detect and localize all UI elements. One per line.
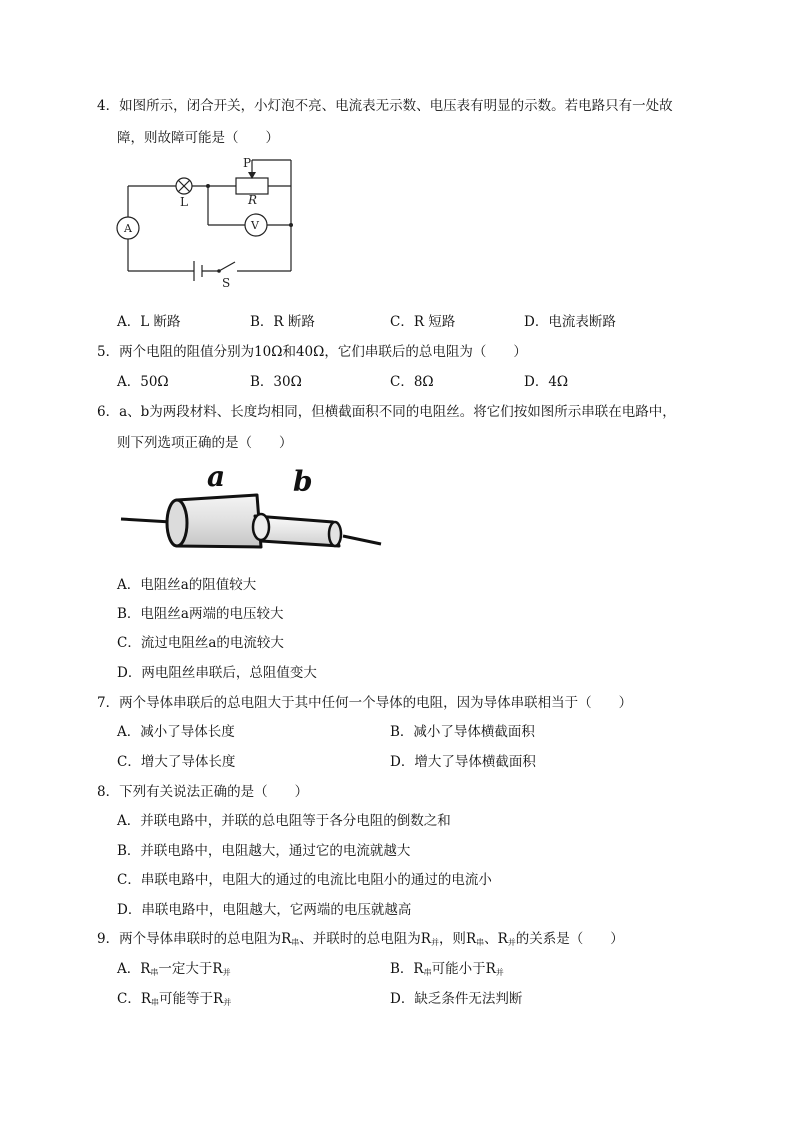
q6-stem-line2: 则下列选项正确的是（ ）: [117, 435, 293, 451]
q4-label-s: S: [222, 276, 231, 290]
q8-option-c: C．串联电路中，电阻大的通过的电流比电阻小的通过的电流小: [117, 872, 492, 888]
q4-label-l: L: [180, 195, 188, 209]
q5-option-a: A．50Ω: [117, 374, 169, 390]
q4-label-r: R: [248, 193, 258, 207]
q9-stem: 9．两个导体串联时的总电阻为$R_串$、并联时的总电阻为$R_并$，则$R_串$、$R_并$的关系是（ ）: [97, 931, 624, 947]
q8-stem: 8．下列有关说法正确的是（ ）: [97, 784, 309, 800]
q9-option-c: C．$R_串$可能等于$R_并$: [117, 991, 232, 1007]
q6-label-a: a: [207, 460, 226, 493]
q9-option-b: B．$R_串$可能小于$R_并$: [390, 961, 504, 977]
q4-label-a: A: [124, 222, 132, 235]
q4-label-v: V: [251, 219, 259, 232]
q4-option-b: B．R 断路: [250, 314, 315, 330]
q6-option-a: A．电阻丝a的阻值较大: [117, 577, 257, 593]
q7-option-a: A．减小了导体长度: [117, 724, 235, 740]
q5-option-d: D．4Ω: [524, 374, 569, 390]
q4-stem-line2: 障，则故障可能是（ ）: [117, 130, 279, 146]
q4-option-a: A．L 断路: [117, 314, 181, 330]
q5-option-b: B．30Ω: [250, 374, 302, 390]
q4-option-c: C．R 短路: [390, 314, 456, 330]
q6-stem-line1: 6．a、b为两段材料、长度均相同，但横截面积不同的电阻丝。将它们按如图所示串联在电路中，: [97, 404, 676, 420]
q7-option-d: D．增大了导体横截面积: [390, 754, 536, 770]
q9-option-d: D．缺乏条件无法判断: [390, 991, 523, 1007]
q9-option-a: A．$R_串$一定大于$R_并$: [117, 961, 231, 977]
q6-resistance-wire-figure: [115, 458, 390, 558]
q4-circuit-diagram: [110, 150, 310, 290]
q5-stem: 5．两个电阻的阻值分别为10Ω和40Ω，它们串联后的总电阻为（ ）: [97, 344, 527, 360]
q4-option-d: D．电流表断路: [524, 314, 616, 330]
q6-option-b: B．电阻丝a两端的电压较大: [117, 606, 284, 622]
q4-stem-line1: 4．如图所示，闭合开关，小灯泡不亮、电流表无示数、电压表有明显的示数。若电路只有一处故: [97, 98, 673, 114]
q8-option-b: B．并联电路中，电阻越大，通过它的电流就越大: [117, 843, 411, 859]
q6-option-c: C．流过电阻丝a的电流较大: [117, 635, 284, 651]
q6-label-b: b: [293, 465, 313, 498]
q8-option-d: D．串联电路中，电阻越大，它两端的电压就越高: [117, 902, 412, 918]
q7-option-b: B．减小了导体横截面积: [390, 724, 535, 740]
q8-option-a: A．并联电路中，并联的总电阻等于各分电阻的倒数之和: [117, 813, 451, 829]
q5-option-c: C．8Ω: [390, 374, 434, 390]
q7-option-c: C．增大了导体长度: [117, 754, 236, 770]
q4-label-p: P: [243, 156, 252, 170]
q7-stem: 7．两个导体串联后的总电阻大于其中任何一个导体的电阻，因为导体串联相当于（ ）: [97, 695, 633, 711]
q6-option-d: D．两电阻丝串联后，总阻值变大: [117, 665, 317, 681]
